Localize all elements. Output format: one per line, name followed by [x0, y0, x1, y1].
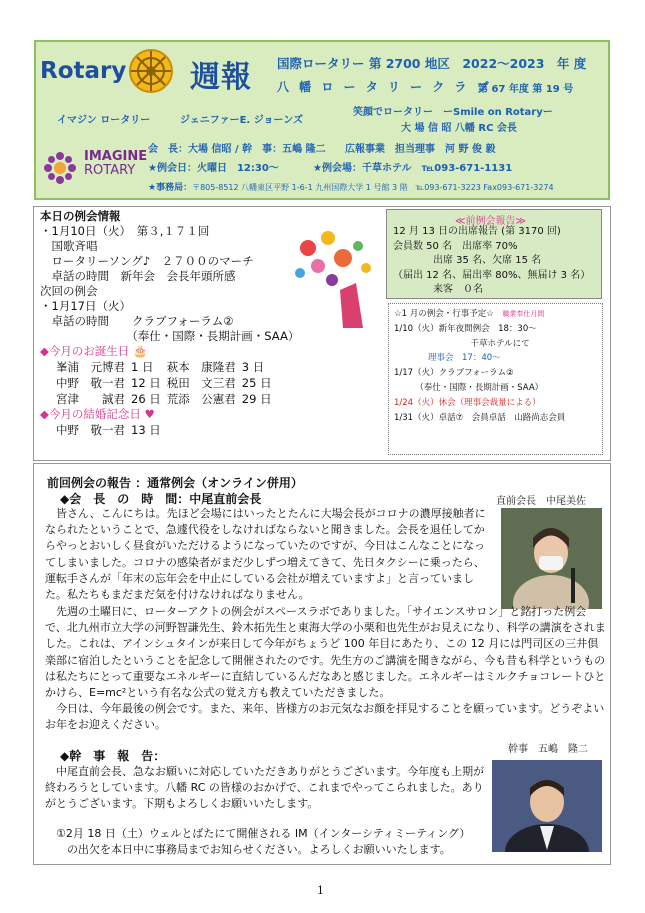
cake-icon: 🎂 [133, 344, 148, 358]
rotary-wheel-icon [127, 47, 175, 95]
birthday-table [56, 359, 278, 407]
pr-director: 広報事業 担当理事 河 野 俊 毅 [345, 144, 496, 155]
next-line: （奉仕・国際・長期計画・SAA） [40, 329, 300, 343]
president-paragraph: 先週の土曜日に、ローターアクトの例会がスペースラボでありました。「サイエンスサロン」と銘打った例会で、北九州市立大学の河野智謙先生、鈴木拓先生と東海大学の小栗和也先生がお見えになり、科学の講演をされました。これは、アインシュタインが来日して今年がちょうど 100 年目にあたり、この 12 月には門司区の三井倶楽部に宿泊したということを記念して開催されたのです。先生方のご講演を聞きながら、今も昔も科学というものは私たちにとって重要なエネルギーに直結しているんだなあと感じました。エネルギーはミルクチョコレートひとかけら、E=mc²という有名な公式の覚え方も教えていただきました。 [45, 605, 606, 700]
shuho-title: 週報 [190, 60, 252, 95]
schedule-list [394, 307, 565, 425]
table-row: 中野 敬一君 12 日 税田 文三君 25 日 [56, 376, 272, 390]
report-line: 会員数 50 名 出席率 70% [393, 240, 518, 252]
meeting-place: ★例会場：千草ホテル ℡093-671-1131 [313, 163, 513, 174]
today-line: 国歌斉唱 [40, 239, 98, 253]
secretary-paragraph: 中尾直前会長、急なお願いに対応していただきありがとうございます。今年度も上期が終わろうとしています。八幡 RC の皆様のおかげで、これまでやってこられました。ありがとうございます。下期もよろしくお願いいたします。 [45, 765, 485, 811]
schedule-item: 理事会 17：40〜 [394, 353, 501, 364]
district-line: 国際ロータリー 第 2700 地区 2022〜2023 年 度 [277, 56, 587, 71]
imagine-rotary-flower-icon [40, 148, 80, 188]
secretary-photo [492, 760, 602, 852]
ri-theme: イマジン ロータリー [57, 115, 151, 126]
table-row: 宮津 誠君 26 日 荒添 公憲君 29 日 [56, 392, 272, 406]
report-line: 12 月 13 日の出席報告 (第 3170 回) [393, 226, 561, 237]
photo2-caption: 幹事 五嶋 隆二 [508, 744, 588, 755]
imagine-title: IMAGINE [84, 149, 148, 164]
club-president-theme: 大 場 信 昭 八幡 RC 会長 [401, 123, 517, 134]
today-meeting-info [40, 209, 299, 438]
today-line: 卓話の時間 新年会 会長年頭所感 [40, 269, 236, 283]
anniversary-title: ◆今月の結婚記念日 ♥ [40, 407, 155, 421]
anniversary-table [56, 422, 167, 438]
bouquet-illustration-icon [288, 228, 383, 336]
report-line: （届出 12 名、届出率 80%、無届け 3 名） [393, 269, 591, 281]
rotary-logo-text: Rotary [40, 58, 127, 84]
birthday-title: ◆今月のお誕生日 🎂 [40, 344, 148, 358]
president-paragraph: 今日は、今年最後の例会です。また、来年、皆様方のお元気なお顔を拝見することを願っています。どうぞよいお年をお迎えください。 [45, 702, 605, 732]
page-number: 1 [317, 884, 324, 897]
schedule-item: 千草ホテルにて [394, 338, 530, 349]
table-row: 中野 敬一君 13 日 [56, 423, 161, 437]
schedule-item: 1/10（火）新年夜間例会 18：30〜 [394, 323, 537, 334]
report-lines [393, 225, 590, 298]
imagine-rotary-wordmark [84, 150, 147, 178]
president-heading: ◆会 長 の 時 間：中尾直前会長 [60, 492, 262, 506]
next-line: 卓話の時間 クラブフォーラム② [40, 314, 234, 328]
secretary-notice: ①2月 18 日（土）ウェルとばたにて開催される IM（インターシティミーティング） の出欠を本日中に事務局までお知らせください。よろしくお願いいたします。 [55, 827, 471, 857]
today-heading: 本日の例会情報 [40, 209, 121, 223]
president-paragraph: 皆さん、こんにちは。先ほど会場にはいったとたんに大場会長がコロナの濃厚接触者になられたということで、急遽代役をしなければならないと聞きました。会長を退任してからやっとおいしく昼食がいただけるようになっていたのですが、今日はこんなことになってしまいました。コロナの感染者がまだ少しずつ増えてきて、先日タクシーに乗ったら、運転手さんが「年末の忘年会を中止にしている会社が増えていますよ」と言っていました。私たちもまだまだ気を付けなければなりません。 [45, 507, 486, 602]
officers: 会 長：大場 信昭 / 幹 事：五嶋 隆二 [148, 144, 326, 155]
secretary-heading: ◆幹 事 報 告： [60, 749, 166, 763]
today-line: ・1月10日（火） 第３,１７１回 [40, 224, 210, 238]
report-line: 来客 ０名 [393, 284, 483, 295]
office-label: ★事務局： [148, 183, 193, 193]
next-heading: 次回の例会 [40, 284, 98, 298]
club-name: 八 幡 ロ ー タ リ ー ク ラ ブ [277, 80, 492, 94]
next-line: ・1月17日（火） [40, 299, 131, 313]
heart-icon: ♥ [144, 407, 155, 421]
club-theme: 笑顔でロータリー ーSmile on Rotaryー [353, 107, 553, 118]
photo1-caption: 直前会長 中尾美佐 [496, 496, 586, 507]
report-line: 出席 35 名、欠席 15 名 [393, 255, 542, 266]
ri-president: ジェニファーE. ジョーンズ [180, 115, 304, 126]
office-address: 〒805-8512 八幡東区平野 1-6-1 九州国際大学 1 号館 3 階 ℡093-671-3223 Fax093-671-3274 [192, 183, 554, 192]
meeting-day: ★例会日：火曜日 12:30〜 [148, 163, 279, 174]
schedule-item: （奉仕・国際・長期計画・SAA） [394, 382, 544, 393]
issue-number: 第 67 年度 第 19 号 [478, 84, 574, 95]
president-photo [501, 508, 602, 609]
schedule-item: 1/31（火）卓話⑦ 会員卓話 山路尚志会員 [394, 412, 566, 423]
today-line: ロータリーソング♪ ２７００のマーチ [40, 254, 254, 268]
article-title: 前回例会の報告 ：通常例会（オンライン併用） [47, 476, 303, 490]
imagine-sub: ROTARY [84, 163, 136, 178]
schedule-item: 1/17（火）クラブフォーラム② [394, 368, 514, 379]
table-row: 峯浦 元博君 1 日 萩本 康隆君 3 日 [56, 360, 265, 374]
schedule-item: 1/24（火）休会（理事会裁量による） [394, 397, 541, 408]
report-title: ≪前例会報告≫ [455, 216, 526, 227]
office-info [148, 180, 554, 193]
schedule-title: ☆1 月の例会・行事予定☆ 職業奉仕月間 [394, 309, 545, 319]
